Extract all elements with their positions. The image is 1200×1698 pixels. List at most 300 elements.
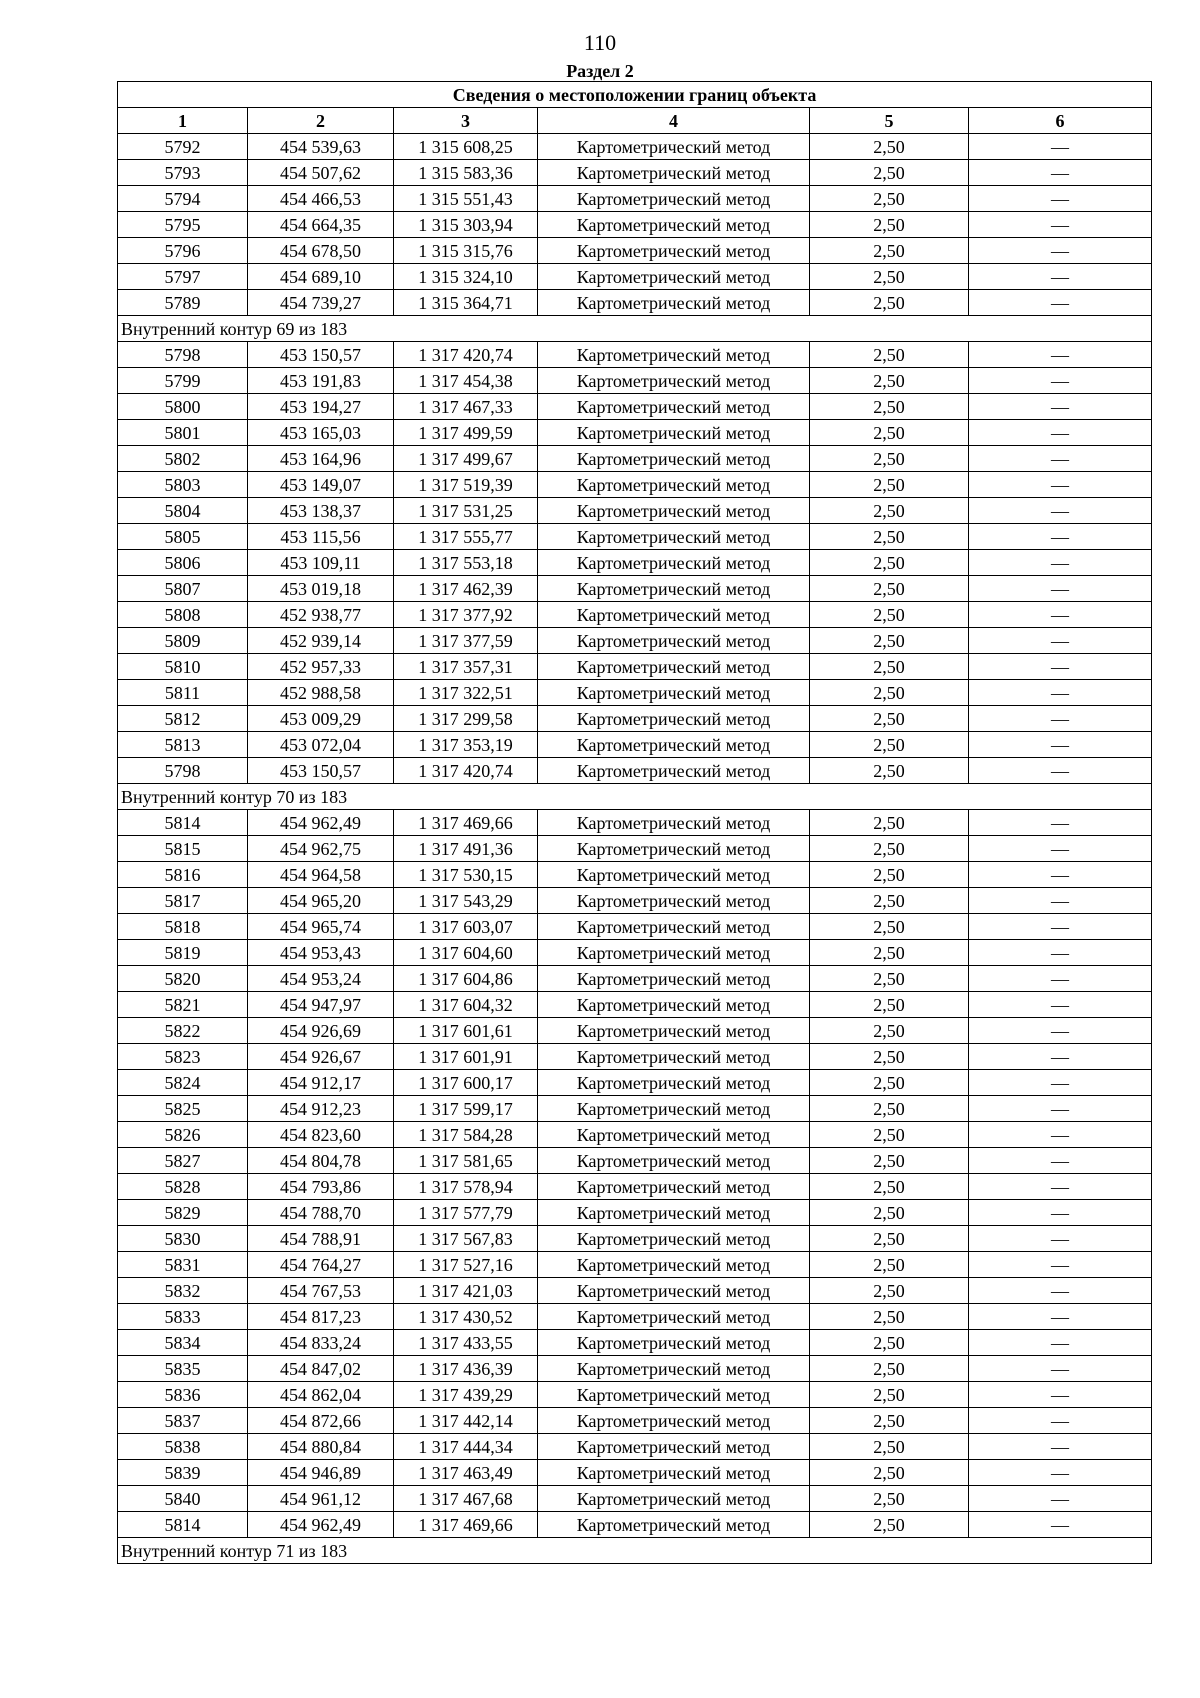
y-coordinate-cell: 1 317 467,33 bbox=[394, 394, 538, 420]
method-cell: Картометрический метод bbox=[538, 290, 810, 316]
method-cell: Картометрический метод bbox=[538, 238, 810, 264]
method-cell: Картометрический метод bbox=[538, 1044, 810, 1070]
method-cell: Картометрический метод bbox=[538, 264, 810, 290]
method-cell: Картометрический метод bbox=[538, 862, 810, 888]
x-coordinate-cell: 452 938,77 bbox=[248, 602, 394, 628]
y-coordinate-cell: 1 317 499,67 bbox=[394, 446, 538, 472]
table-row bbox=[118, 420, 1152, 446]
table-row bbox=[118, 446, 1152, 472]
x-coordinate-cell: 454 767,53 bbox=[248, 1278, 394, 1304]
method-cell: Картометрический метод bbox=[538, 966, 810, 992]
method-cell: Картометрический метод bbox=[538, 524, 810, 550]
description-cell: — bbox=[969, 238, 1152, 264]
table-row bbox=[118, 550, 1152, 576]
table-row bbox=[118, 1434, 1152, 1460]
table-row bbox=[118, 1304, 1152, 1330]
table-row bbox=[118, 1018, 1152, 1044]
x-coordinate-cell: 453 194,27 bbox=[248, 394, 394, 420]
table-row bbox=[118, 1070, 1152, 1096]
description-cell: — bbox=[969, 758, 1152, 784]
description-cell: — bbox=[969, 654, 1152, 680]
description-cell: — bbox=[969, 420, 1152, 446]
y-coordinate-cell: 1 317 601,61 bbox=[394, 1018, 538, 1044]
x-coordinate-cell: 454 965,74 bbox=[248, 914, 394, 940]
description-cell: — bbox=[969, 706, 1152, 732]
method-cell: Картометрический метод bbox=[538, 1304, 810, 1330]
point-number-cell: 5811 bbox=[118, 680, 248, 706]
y-coordinate-cell: 1 317 353,19 bbox=[394, 732, 538, 758]
method-cell: Картометрический метод bbox=[538, 654, 810, 680]
description-cell: — bbox=[969, 576, 1152, 602]
description-cell: — bbox=[969, 732, 1152, 758]
y-coordinate-cell: 1 317 430,52 bbox=[394, 1304, 538, 1330]
description-cell: — bbox=[969, 1148, 1152, 1174]
description-cell: — bbox=[969, 1200, 1152, 1226]
y-coordinate-cell: 1 317 433,55 bbox=[394, 1330, 538, 1356]
accuracy-cell: 2,50 bbox=[810, 550, 969, 576]
point-number-cell: 5823 bbox=[118, 1044, 248, 1070]
method-cell: Картометрический метод bbox=[538, 1226, 810, 1252]
x-coordinate-cell: 454 466,53 bbox=[248, 186, 394, 212]
y-coordinate-cell: 1 317 530,15 bbox=[394, 862, 538, 888]
method-cell: Картометрический метод bbox=[538, 498, 810, 524]
y-coordinate-cell: 1 315 303,94 bbox=[394, 212, 538, 238]
table-row bbox=[118, 862, 1152, 888]
x-coordinate-cell: 453 109,11 bbox=[248, 550, 394, 576]
y-coordinate-cell: 1 317 599,17 bbox=[394, 1096, 538, 1122]
accuracy-cell: 2,50 bbox=[810, 264, 969, 290]
description-cell: — bbox=[969, 1252, 1152, 1278]
point-number-cell: 5799 bbox=[118, 368, 248, 394]
x-coordinate-cell: 453 115,56 bbox=[248, 524, 394, 550]
point-number-cell: 5805 bbox=[118, 524, 248, 550]
y-coordinate-cell: 1 317 601,91 bbox=[394, 1044, 538, 1070]
method-cell: Картометрический метод bbox=[538, 472, 810, 498]
description-cell: — bbox=[969, 1304, 1152, 1330]
point-number-cell: 5803 bbox=[118, 472, 248, 498]
y-coordinate-cell: 1 317 600,17 bbox=[394, 1070, 538, 1096]
x-coordinate-cell: 454 962,75 bbox=[248, 836, 394, 862]
description-cell: — bbox=[969, 1174, 1152, 1200]
x-coordinate-cell: 454 880,84 bbox=[248, 1434, 394, 1460]
table-row bbox=[118, 966, 1152, 992]
accuracy-cell: 2,50 bbox=[810, 1226, 969, 1252]
table-row bbox=[118, 212, 1152, 238]
table-row bbox=[118, 264, 1152, 290]
point-number-cell: 5814 bbox=[118, 810, 248, 836]
table-row bbox=[118, 394, 1152, 420]
method-cell: Картометрический метод bbox=[538, 1252, 810, 1278]
point-number-cell: 5789 bbox=[118, 290, 248, 316]
accuracy-cell: 2,50 bbox=[810, 1330, 969, 1356]
y-coordinate-cell: 1 317 567,83 bbox=[394, 1226, 538, 1252]
y-coordinate-cell: 1 315 583,36 bbox=[394, 160, 538, 186]
x-coordinate-cell: 454 817,23 bbox=[248, 1304, 394, 1330]
method-cell: Картометрический метод bbox=[538, 732, 810, 758]
method-cell: Картометрический метод bbox=[538, 1460, 810, 1486]
point-number-cell: 5814 bbox=[118, 1512, 248, 1538]
x-coordinate-cell: 454 872,66 bbox=[248, 1408, 394, 1434]
y-coordinate-cell: 1 317 604,60 bbox=[394, 940, 538, 966]
table-row bbox=[118, 706, 1152, 732]
accuracy-cell: 2,50 bbox=[810, 1122, 969, 1148]
method-cell: Картометрический метод bbox=[538, 342, 810, 368]
point-number-cell: 5834 bbox=[118, 1330, 248, 1356]
point-number-cell: 5831 bbox=[118, 1252, 248, 1278]
accuracy-cell: 2,50 bbox=[810, 1018, 969, 1044]
description-cell: — bbox=[969, 1226, 1152, 1252]
x-coordinate-cell: 454 788,91 bbox=[248, 1226, 394, 1252]
description-cell: — bbox=[969, 160, 1152, 186]
point-number-cell: 5801 bbox=[118, 420, 248, 446]
accuracy-cell: 2,50 bbox=[810, 1434, 969, 1460]
description-cell: — bbox=[969, 1382, 1152, 1408]
y-coordinate-cell: 1 317 577,79 bbox=[394, 1200, 538, 1226]
accuracy-cell: 2,50 bbox=[810, 1096, 969, 1122]
x-coordinate-cell: 452 988,58 bbox=[248, 680, 394, 706]
page-number: 110 bbox=[583, 30, 617, 55]
table-row bbox=[118, 732, 1152, 758]
point-number-cell: 5838 bbox=[118, 1434, 248, 1460]
accuracy-cell: 2,50 bbox=[810, 654, 969, 680]
method-cell: Картометрический метод bbox=[538, 1486, 810, 1512]
x-coordinate-cell: 454 965,20 bbox=[248, 888, 394, 914]
accuracy-cell: 2,50 bbox=[810, 576, 969, 602]
accuracy-cell: 2,50 bbox=[810, 368, 969, 394]
accuracy-cell: 2,50 bbox=[810, 888, 969, 914]
method-cell: Картометрический метод bbox=[538, 1330, 810, 1356]
x-coordinate-cell: 454 947,97 bbox=[248, 992, 394, 1018]
accuracy-cell: 2,50 bbox=[810, 1382, 969, 1408]
point-number-cell: 5792 bbox=[118, 134, 248, 160]
description-cell: — bbox=[969, 1330, 1152, 1356]
x-coordinate-cell: 454 862,04 bbox=[248, 1382, 394, 1408]
table-row bbox=[118, 1226, 1152, 1252]
column-number: 3 bbox=[394, 108, 538, 134]
y-coordinate-cell: 1 317 604,86 bbox=[394, 966, 538, 992]
table-row bbox=[118, 1408, 1152, 1434]
accuracy-cell: 2,50 bbox=[810, 1200, 969, 1226]
accuracy-cell: 2,50 bbox=[810, 498, 969, 524]
accuracy-cell: 2,50 bbox=[810, 1148, 969, 1174]
description-cell: — bbox=[969, 1356, 1152, 1382]
accuracy-cell: 2,50 bbox=[810, 940, 969, 966]
table-caption-row bbox=[118, 82, 1152, 108]
method-cell: Картометрический метод bbox=[538, 914, 810, 940]
method-cell: Картометрический метод bbox=[538, 758, 810, 784]
x-coordinate-cell: 453 150,57 bbox=[248, 758, 394, 784]
method-cell: Картометрический метод bbox=[538, 1174, 810, 1200]
point-number-cell: 5809 bbox=[118, 628, 248, 654]
point-number-cell: 5818 bbox=[118, 914, 248, 940]
y-coordinate-cell: 1 317 543,29 bbox=[394, 888, 538, 914]
point-number-cell: 5819 bbox=[118, 940, 248, 966]
y-coordinate-cell: 1 317 421,03 bbox=[394, 1278, 538, 1304]
point-number-cell: 5825 bbox=[118, 1096, 248, 1122]
description-cell: — bbox=[969, 888, 1152, 914]
point-number-cell: 5829 bbox=[118, 1200, 248, 1226]
y-coordinate-cell: 1 317 436,39 bbox=[394, 1356, 538, 1382]
point-number-cell: 5840 bbox=[118, 1486, 248, 1512]
y-coordinate-cell: 1 317 377,59 bbox=[394, 628, 538, 654]
column-number: 6 bbox=[969, 108, 1152, 134]
table-row bbox=[118, 1356, 1152, 1382]
table-row bbox=[118, 836, 1152, 862]
description-cell: — bbox=[969, 342, 1152, 368]
method-cell: Картометрический метод bbox=[538, 1512, 810, 1538]
y-coordinate-cell: 1 315 364,71 bbox=[394, 290, 538, 316]
table-row bbox=[118, 186, 1152, 212]
description-cell: — bbox=[969, 1434, 1152, 1460]
method-cell: Картометрический метод bbox=[538, 1148, 810, 1174]
table-row bbox=[118, 498, 1152, 524]
table-row bbox=[118, 1278, 1152, 1304]
table-row bbox=[118, 1148, 1152, 1174]
x-coordinate-cell: 453 150,57 bbox=[248, 342, 394, 368]
accuracy-cell: 2,50 bbox=[810, 1278, 969, 1304]
accuracy-cell: 2,50 bbox=[810, 1486, 969, 1512]
y-coordinate-cell: 1 317 584,28 bbox=[394, 1122, 538, 1148]
x-coordinate-cell: 453 138,37 bbox=[248, 498, 394, 524]
description-cell: — bbox=[969, 862, 1152, 888]
x-coordinate-cell: 454 678,50 bbox=[248, 238, 394, 264]
table-row bbox=[118, 576, 1152, 602]
point-number-cell: 5804 bbox=[118, 498, 248, 524]
description-cell: — bbox=[969, 940, 1152, 966]
table-row bbox=[118, 992, 1152, 1018]
x-coordinate-cell: 454 962,49 bbox=[248, 810, 394, 836]
table-row bbox=[118, 1460, 1152, 1486]
method-cell: Картометрический метод bbox=[538, 394, 810, 420]
method-cell: Картометрический метод bbox=[538, 1200, 810, 1226]
description-cell: — bbox=[969, 498, 1152, 524]
method-cell: Картометрический метод bbox=[538, 1122, 810, 1148]
point-number-cell: 5822 bbox=[118, 1018, 248, 1044]
description-cell: — bbox=[969, 1070, 1152, 1096]
column-number: 5 bbox=[810, 108, 969, 134]
contour-header-row bbox=[118, 1538, 1152, 1564]
method-cell: Картометрический метод bbox=[538, 160, 810, 186]
accuracy-cell: 2,50 bbox=[810, 836, 969, 862]
point-number-cell: 5802 bbox=[118, 446, 248, 472]
table-row bbox=[118, 810, 1152, 836]
y-coordinate-cell: 1 317 469,66 bbox=[394, 1512, 538, 1538]
accuracy-cell: 2,50 bbox=[810, 394, 969, 420]
table-row bbox=[118, 342, 1152, 368]
accuracy-cell: 2,50 bbox=[810, 1044, 969, 1070]
point-number-cell: 5808 bbox=[118, 602, 248, 628]
description-cell: — bbox=[969, 602, 1152, 628]
description-cell: — bbox=[969, 1122, 1152, 1148]
point-number-cell: 5828 bbox=[118, 1174, 248, 1200]
accuracy-cell: 2,50 bbox=[810, 238, 969, 264]
description-cell: — bbox=[969, 1486, 1152, 1512]
table-row bbox=[118, 472, 1152, 498]
y-coordinate-cell: 1 315 551,43 bbox=[394, 186, 538, 212]
method-cell: Картометрический метод bbox=[538, 602, 810, 628]
x-coordinate-cell: 454 764,27 bbox=[248, 1252, 394, 1278]
accuracy-cell: 2,50 bbox=[810, 1512, 969, 1538]
point-number-cell: 5800 bbox=[118, 394, 248, 420]
table-row bbox=[118, 290, 1152, 316]
x-coordinate-cell: 454 946,89 bbox=[248, 1460, 394, 1486]
y-coordinate-cell: 1 317 527,16 bbox=[394, 1252, 538, 1278]
point-number-cell: 5812 bbox=[118, 706, 248, 732]
point-number-cell: 5806 bbox=[118, 550, 248, 576]
x-coordinate-cell: 454 793,86 bbox=[248, 1174, 394, 1200]
point-number-cell: 5833 bbox=[118, 1304, 248, 1330]
description-cell: — bbox=[969, 212, 1152, 238]
method-cell: Картометрический метод bbox=[538, 992, 810, 1018]
accuracy-cell: 2,50 bbox=[810, 1356, 969, 1382]
point-number-cell: 5795 bbox=[118, 212, 248, 238]
table-caption: Сведения о местоположении границ объекта bbox=[118, 82, 1152, 108]
table-row bbox=[118, 524, 1152, 550]
column-number: 2 bbox=[248, 108, 394, 134]
description-cell: — bbox=[969, 966, 1152, 992]
description-cell: — bbox=[969, 1096, 1152, 1122]
accuracy-cell: 2,50 bbox=[810, 524, 969, 550]
accuracy-cell: 2,50 bbox=[810, 1070, 969, 1096]
method-cell: Картометрический метод bbox=[538, 706, 810, 732]
column-number: 1 bbox=[118, 108, 248, 134]
x-coordinate-cell: 454 926,67 bbox=[248, 1044, 394, 1070]
x-coordinate-cell: 454 823,60 bbox=[248, 1122, 394, 1148]
point-number-cell: 5827 bbox=[118, 1148, 248, 1174]
table-row bbox=[118, 888, 1152, 914]
y-coordinate-cell: 1 317 578,94 bbox=[394, 1174, 538, 1200]
accuracy-cell: 2,50 bbox=[810, 342, 969, 368]
point-number-cell: 5832 bbox=[118, 1278, 248, 1304]
description-cell: — bbox=[969, 368, 1152, 394]
y-coordinate-cell: 1 317 439,29 bbox=[394, 1382, 538, 1408]
description-cell: — bbox=[969, 1460, 1152, 1486]
table-row bbox=[118, 160, 1152, 186]
point-number-cell: 5836 bbox=[118, 1382, 248, 1408]
point-number-cell: 5813 bbox=[118, 732, 248, 758]
y-coordinate-cell: 1 317 377,92 bbox=[394, 602, 538, 628]
table-row bbox=[118, 654, 1152, 680]
description-cell: — bbox=[969, 472, 1152, 498]
x-coordinate-cell: 453 165,03 bbox=[248, 420, 394, 446]
method-cell: Картометрический метод bbox=[538, 836, 810, 862]
accuracy-cell: 2,50 bbox=[810, 966, 969, 992]
method-cell: Картометрический метод bbox=[538, 212, 810, 238]
accuracy-cell: 2,50 bbox=[810, 186, 969, 212]
accuracy-cell: 2,50 bbox=[810, 1174, 969, 1200]
accuracy-cell: 2,50 bbox=[810, 1460, 969, 1486]
method-cell: Картометрический метод bbox=[538, 940, 810, 966]
contour-label: Внутренний контур 71 из 183 bbox=[118, 1538, 1152, 1564]
x-coordinate-cell: 453 149,07 bbox=[248, 472, 394, 498]
description-cell: — bbox=[969, 992, 1152, 1018]
table-row bbox=[118, 1252, 1152, 1278]
x-coordinate-cell: 453 191,83 bbox=[248, 368, 394, 394]
table-row bbox=[118, 1200, 1152, 1226]
x-coordinate-cell: 454 788,70 bbox=[248, 1200, 394, 1226]
y-coordinate-cell: 1 317 581,65 bbox=[394, 1148, 538, 1174]
y-coordinate-cell: 1 317 454,38 bbox=[394, 368, 538, 394]
method-cell: Картометрический метод bbox=[538, 1356, 810, 1382]
point-number-cell: 5837 bbox=[118, 1408, 248, 1434]
method-cell: Картометрический метод bbox=[538, 446, 810, 472]
x-coordinate-cell: 454 539,63 bbox=[248, 134, 394, 160]
accuracy-cell: 2,50 bbox=[810, 212, 969, 238]
table-row bbox=[118, 1382, 1152, 1408]
y-coordinate-cell: 1 317 469,66 bbox=[394, 810, 538, 836]
x-coordinate-cell: 454 833,24 bbox=[248, 1330, 394, 1356]
method-cell: Картометрический метод bbox=[538, 576, 810, 602]
description-cell: — bbox=[969, 186, 1152, 212]
y-coordinate-cell: 1 317 322,51 bbox=[394, 680, 538, 706]
accuracy-cell: 2,50 bbox=[810, 680, 969, 706]
boundary-coordinates-table bbox=[117, 81, 1152, 1564]
y-coordinate-cell: 1 317 463,49 bbox=[394, 1460, 538, 1486]
table-row bbox=[118, 134, 1152, 160]
y-coordinate-cell: 1 317 499,59 bbox=[394, 420, 538, 446]
method-cell: Картометрический метод bbox=[538, 1382, 810, 1408]
point-number-cell: 5794 bbox=[118, 186, 248, 212]
accuracy-cell: 2,50 bbox=[810, 862, 969, 888]
y-coordinate-cell: 1 317 444,34 bbox=[394, 1434, 538, 1460]
x-coordinate-cell: 452 939,14 bbox=[248, 628, 394, 654]
y-coordinate-cell: 1 315 324,10 bbox=[394, 264, 538, 290]
x-coordinate-cell: 454 912,17 bbox=[248, 1070, 394, 1096]
y-coordinate-cell: 1 317 603,07 bbox=[394, 914, 538, 940]
point-number-cell: 5820 bbox=[118, 966, 248, 992]
y-coordinate-cell: 1 317 299,58 bbox=[394, 706, 538, 732]
x-coordinate-cell: 454 912,23 bbox=[248, 1096, 394, 1122]
column-number: 4 bbox=[538, 108, 810, 134]
point-number-cell: 5796 bbox=[118, 238, 248, 264]
accuracy-cell: 2,50 bbox=[810, 472, 969, 498]
point-number-cell: 5821 bbox=[118, 992, 248, 1018]
y-coordinate-cell: 1 317 420,74 bbox=[394, 758, 538, 784]
accuracy-cell: 2,50 bbox=[810, 1408, 969, 1434]
contour-label: Внутренний контур 69 из 183 bbox=[118, 316, 1152, 342]
contour-header-row bbox=[118, 784, 1152, 810]
method-cell: Картометрический метод bbox=[538, 1278, 810, 1304]
description-cell: — bbox=[969, 836, 1152, 862]
x-coordinate-cell: 454 804,78 bbox=[248, 1148, 394, 1174]
point-number-cell: 5816 bbox=[118, 862, 248, 888]
description-cell: — bbox=[969, 550, 1152, 576]
table-row bbox=[118, 368, 1152, 394]
y-coordinate-cell: 1 317 604,32 bbox=[394, 992, 538, 1018]
description-cell: — bbox=[969, 446, 1152, 472]
accuracy-cell: 2,50 bbox=[810, 134, 969, 160]
description-cell: — bbox=[969, 1044, 1152, 1070]
description-cell: — bbox=[969, 290, 1152, 316]
x-coordinate-cell: 454 964,58 bbox=[248, 862, 394, 888]
point-number-cell: 5815 bbox=[118, 836, 248, 862]
description-cell: — bbox=[969, 1512, 1152, 1538]
accuracy-cell: 2,50 bbox=[810, 160, 969, 186]
method-cell: Картометрический метод bbox=[538, 810, 810, 836]
point-number-cell: 5830 bbox=[118, 1226, 248, 1252]
method-cell: Картометрический метод bbox=[538, 1070, 810, 1096]
accuracy-cell: 2,50 bbox=[810, 732, 969, 758]
point-number-cell: 5797 bbox=[118, 264, 248, 290]
method-cell: Картометрический метод bbox=[538, 1408, 810, 1434]
table-row bbox=[118, 238, 1152, 264]
table-row bbox=[118, 1512, 1152, 1538]
point-number-cell: 5824 bbox=[118, 1070, 248, 1096]
x-coordinate-cell: 454 689,10 bbox=[248, 264, 394, 290]
table-row bbox=[118, 1122, 1152, 1148]
description-cell: — bbox=[969, 1408, 1152, 1434]
table-row bbox=[118, 758, 1152, 784]
